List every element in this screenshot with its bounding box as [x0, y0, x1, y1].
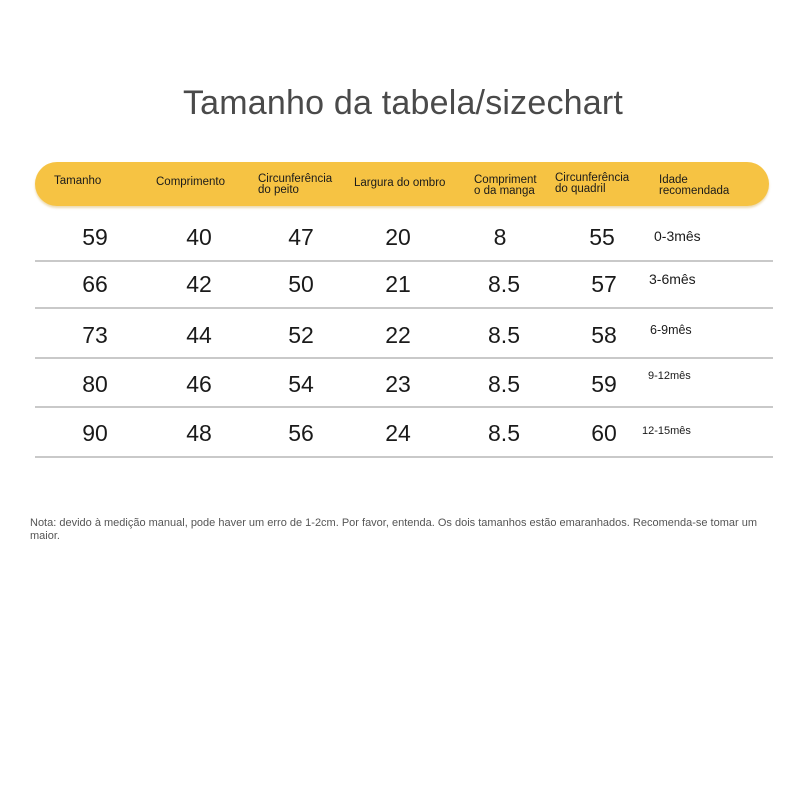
row-divider: [35, 357, 773, 359]
cell-shoulder: 20: [385, 224, 411, 250]
cell-shoulder: 21: [385, 271, 411, 297]
cell-sleeve: 8.5: [488, 322, 520, 348]
measurement-note: Nota: devido à medição manual, pode haver um erro de 1-2cm. Por favor, entenda. Os dois tamanhos estão emaranhados. Recomenda-se tomar um maior.: [30, 517, 758, 542]
row-divider: [35, 307, 773, 309]
cell-size: 90: [82, 420, 108, 446]
header-chest-line2: do peito: [258, 184, 299, 196]
cell-sleeve: 8.5: [488, 371, 520, 397]
header-size: [54, 176, 101, 187]
header-age-line1: Idade: [659, 174, 688, 186]
cell-age: 0-3mês: [654, 228, 701, 244]
cell-size: 73: [82, 322, 108, 348]
cell-sleeve: 8.5: [488, 420, 520, 446]
cell-length: 42: [186, 271, 212, 297]
cell-hip: 58: [591, 322, 617, 348]
header-sleeve-line2: o da manga: [474, 185, 535, 197]
cell-chest: 54: [288, 371, 314, 397]
cell-hip: 57: [591, 271, 617, 297]
cell-age: 12-15mês: [642, 425, 691, 437]
header-age-line2: recomendada: [659, 185, 730, 197]
header-sleeve: [474, 175, 537, 197]
cell-chest: 52: [288, 322, 314, 348]
cell-age: 9-12mês: [648, 370, 691, 382]
header-sleeve-line1: Compriment: [474, 174, 537, 186]
cell-hip: 59: [591, 371, 617, 397]
cell-shoulder: 24: [385, 420, 411, 446]
header-shoulder: [354, 178, 445, 189]
cell-size: 59: [82, 224, 108, 250]
cell-sleeve: 8.5: [488, 271, 520, 297]
header-size-label: Tamanho: [54, 175, 102, 187]
cell-chest: 56: [288, 420, 314, 446]
cell-length: 44: [186, 322, 212, 348]
table-header-bar: [35, 162, 769, 206]
cell-chest: 50: [288, 271, 314, 297]
cell-age: 6-9mês: [650, 323, 692, 337]
cell-hip: 55: [589, 224, 615, 250]
cell-chest: 47: [288, 224, 314, 250]
cell-size: 66: [82, 271, 108, 297]
cell-length: 46: [186, 371, 212, 397]
row-divider: [35, 456, 773, 458]
row-divider: [35, 406, 773, 408]
cell-length: 40: [186, 224, 212, 250]
header-hip-line1: Circunferência: [555, 172, 630, 184]
header-age: [659, 175, 729, 197]
row-divider: [35, 260, 773, 262]
header-shoulder-label: Largura do ombro: [354, 177, 446, 189]
header-length: [156, 177, 225, 188]
header-chest: [258, 174, 332, 196]
cell-age: 3-6mês: [649, 271, 696, 287]
header-length-label: Comprimento: [156, 176, 226, 188]
cell-shoulder: 23: [385, 371, 411, 397]
header-hip: [555, 173, 629, 195]
cell-sleeve: 8: [493, 224, 507, 250]
page-title: Tamanho da tabela/sizechart: [182, 84, 624, 122]
cell-hip: 60: [591, 420, 617, 446]
cell-shoulder: 22: [385, 322, 411, 348]
header-hip-line2: do quadril: [555, 183, 606, 195]
cell-size: 80: [82, 371, 108, 397]
header-chest-line1: Circunferência: [258, 173, 333, 185]
cell-length: 48: [186, 420, 212, 446]
